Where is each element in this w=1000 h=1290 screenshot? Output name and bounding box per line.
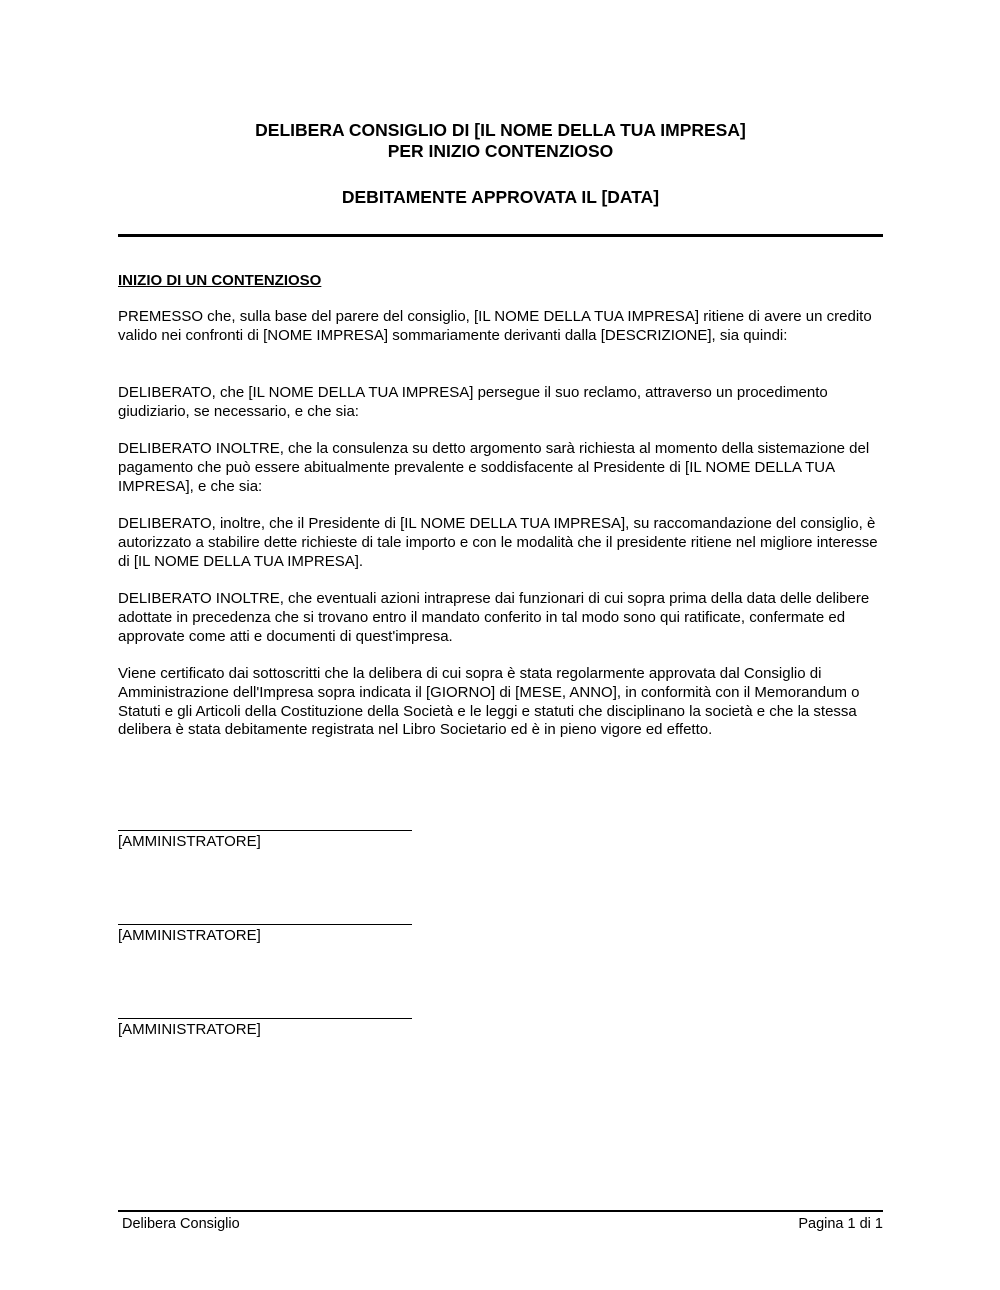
signature-line <box>118 924 412 925</box>
signature-line <box>118 1018 412 1019</box>
document-page <box>118 0 883 1290</box>
signature-block <box>118 830 412 851</box>
document-title-line-1: DELIBERA CONSIGLIO DI [IL NOME DELLA TUA IMPRESA] <box>255 120 746 140</box>
paragraph-deliberato-inoltre-2: DELIBERATO INOLTRE, che eventuali azioni intraprese dai funzionari di cui sopra prima della data delle delibere adottate in precedenza che si trovano entro il mandato conferito in tal modo sono qui ratificate, confermate ed approvate come atti e documenti di quest'impresa. <box>118 590 870 645</box>
footer-page-number: Pagina 1 di 1 <box>798 1216 883 1232</box>
document-subtitle: DEBITAMENTE APPROVATA IL [DATA] <box>341 187 660 207</box>
paragraph-certification: Viene certificato dai sottoscritti che la delibera di cui sopra è stata regolarmente approvata dal Consiglio di Amministrazione dell'Impresa sopra indicata il [GIORNO] di [MESE, ANNO], in conformità con il Memorandum o Statuti e gli Articoli della Costituzione della Società e le leggi e statuti che disciplinano la società e che la stessa delibera è stata debitamente registrata nel Libro Societario ed è in pieno vigore ed effetto. <box>118 665 860 739</box>
paragraph-deliberato-2: DELIBERATO, inoltre, che il Presidente di [IL NOME DELLA TUA IMPRESA], su raccomandazione del consiglio, è autorizzato a stabilire dette richieste di tale importo e con le modalità che il presidente ritiene nel migliore interesse di [IL NOME DELLA TUA IMPRESA]. <box>118 515 878 570</box>
footer-divider <box>118 1210 883 1212</box>
signature-block <box>118 924 412 945</box>
footer-document-name: Delibera Consiglio <box>122 1216 240 1232</box>
paragraph-deliberato-1: DELIBERATO, che [IL NOME DELLA TUA IMPRESA] persegue il suo reclamo, attraverso un procedimento giudiziario, se necessario, e che sia: <box>118 384 828 420</box>
signature-label: [AMMINISTRATORE] <box>118 1021 261 1038</box>
signature-label: [AMMINISTRATORE] <box>118 833 261 850</box>
signature-label: [AMMINISTRATORE] <box>118 927 261 944</box>
paragraph-premesso: PREMESSO che, sulla base del parere del consiglio, [IL NOME DELLA TUA IMPRESA] ritiene di avere un credito valido nei confronti di [NOME IMPRESA] sommariamente derivanti dalla [DESCRIZIONE], sia quindi: <box>118 308 872 344</box>
signature-block <box>118 1018 412 1039</box>
signature-line <box>118 830 412 831</box>
paragraph-deliberato-inoltre-1: DELIBERATO INOLTRE, che la consulenza su detto argomento sarà richiesta al momento della sistemazione del pagamento che può essere abitualmente prevalente e soddisfacente al Presidente di [IL NOME DELLA TUA IMPRESA], e che sia: <box>118 440 870 495</box>
document-title-line-2: PER INIZIO CONTENZIOSO <box>387 141 614 161</box>
title-divider <box>118 234 883 237</box>
section-heading: INIZIO DI UN CONTENZIOSO <box>118 272 322 289</box>
